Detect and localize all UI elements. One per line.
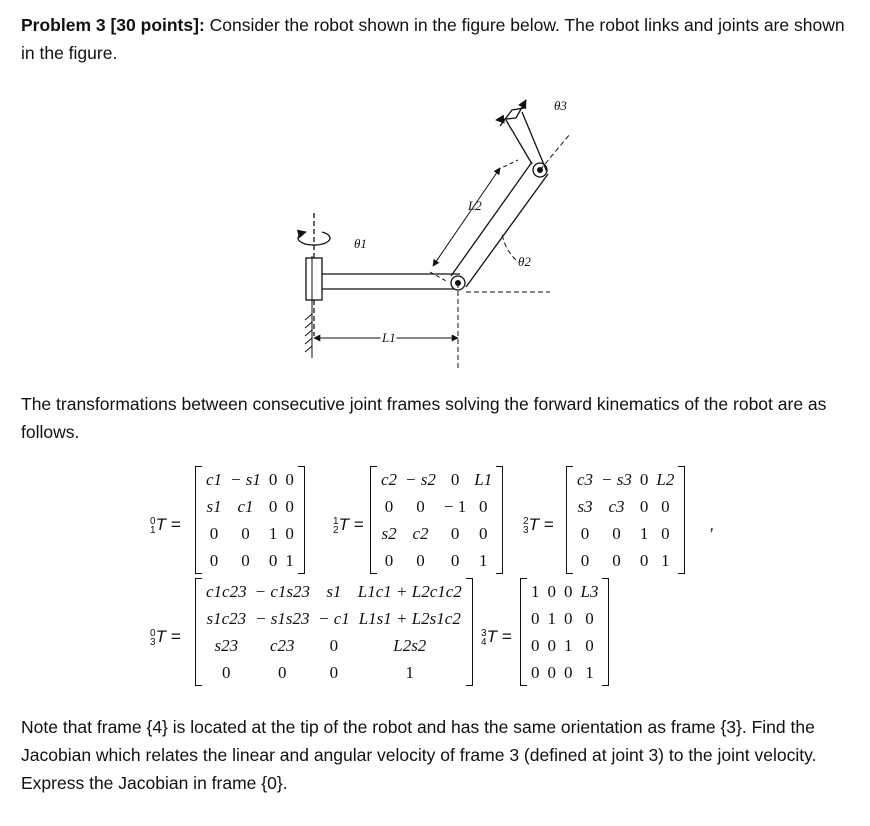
matrix-cell: L2 bbox=[656, 469, 675, 489]
matrix-cell: 0 bbox=[585, 608, 594, 628]
label-T12: 1 2T = bbox=[333, 515, 364, 536]
matrix-cell: c3 bbox=[608, 496, 625, 516]
matrix-cell: 0 bbox=[580, 550, 590, 570]
matrix-T03 bbox=[195, 578, 473, 686]
note-text: Note that frame {4} is located at the tip of the robot and has the same orientation as frame {3}. Find the Jacobian which relates the linear and angular velocity of frame 3 (defined at joint 3) to the joint velocity. Express the Jacobian in frame {0}. bbox=[21, 717, 817, 793]
matrix-cell: c2 bbox=[412, 523, 429, 543]
matrix-cell: − s1s23 bbox=[255, 608, 310, 628]
matrix-row bbox=[377, 466, 496, 493]
matrix-cell: c2 bbox=[381, 469, 398, 489]
matrix-row bbox=[202, 547, 298, 574]
matrix-cell: 0 bbox=[209, 523, 219, 543]
matrix-cell: 0 bbox=[531, 608, 540, 628]
matrix-cell: 0 bbox=[478, 523, 488, 543]
matrix-cell: 0 bbox=[564, 581, 573, 601]
bracket-right bbox=[466, 578, 473, 686]
matrix-row bbox=[573, 493, 678, 520]
matrix-row bbox=[573, 547, 678, 574]
matrix-row bbox=[202, 605, 466, 632]
matrix-cell: 0 bbox=[285, 496, 294, 516]
matrix-cell: 1 bbox=[547, 608, 556, 628]
matrix-cell: 0 bbox=[416, 550, 425, 570]
matrix-cell: 0 bbox=[478, 496, 488, 516]
matrix-cell: s1 bbox=[326, 581, 342, 601]
matrix-cell: s1 bbox=[206, 496, 222, 516]
link2 bbox=[451, 162, 548, 287]
label-T34: 3 4T = bbox=[481, 627, 512, 648]
matrix-cell: 0 bbox=[450, 550, 460, 570]
matrix-cell: 0 bbox=[564, 662, 573, 682]
bracket-right bbox=[298, 466, 305, 574]
label-T03: 0 3T = bbox=[150, 627, 181, 648]
matrix-cell: 0 bbox=[268, 496, 278, 516]
matrix-cell: L1s1 + L2s1c2 bbox=[358, 608, 461, 628]
matrix-row bbox=[202, 493, 298, 520]
matrix-cell: 1 bbox=[268, 523, 278, 543]
label-L2: L2 bbox=[468, 198, 482, 213]
matrix-cell: L3 bbox=[580, 581, 599, 601]
bracket-left bbox=[520, 578, 527, 686]
reference-lines bbox=[458, 98, 570, 368]
label-T01: 0 1T = bbox=[150, 515, 181, 536]
matrix-cell: 0 bbox=[639, 469, 649, 489]
matrix-cell: 0 bbox=[384, 496, 394, 516]
matrix-cell: c1 bbox=[237, 496, 254, 516]
matrix-cell: 1 bbox=[639, 523, 649, 543]
problem-intro: Consider the robot shown in the figure below. The robot links and joints are shown in the figure. bbox=[21, 15, 845, 63]
bracket-left bbox=[195, 466, 202, 574]
matrix-cell: 0 bbox=[450, 523, 460, 543]
matrix-cell: 0 bbox=[285, 523, 294, 543]
matrix-cell: − 1 bbox=[443, 496, 467, 516]
matrix-cell: 0 bbox=[639, 550, 649, 570]
matrix-row bbox=[527, 605, 602, 632]
matrix-cell: 0 bbox=[661, 523, 670, 543]
matrix-row bbox=[527, 578, 602, 605]
matrix-row bbox=[573, 520, 678, 547]
matrix-row bbox=[202, 466, 298, 493]
matrix-cell: c1c23 bbox=[206, 581, 247, 601]
robot-figure bbox=[270, 88, 570, 368]
matrix-cell: 0 bbox=[547, 662, 556, 682]
matrix-cell: c1 bbox=[206, 469, 223, 489]
matrix-cell: c23 bbox=[270, 635, 295, 655]
matrix-cell: 0 bbox=[329, 662, 339, 682]
matrix-cell: 0 bbox=[547, 635, 556, 655]
bracket-right bbox=[678, 466, 685, 574]
matrix-cell: 0 bbox=[585, 635, 594, 655]
matrix-row bbox=[527, 659, 602, 686]
matrix-cell: − c1s23 bbox=[254, 581, 310, 601]
matrix-cell: − c1 bbox=[317, 608, 350, 628]
matrix-cell: 0 bbox=[278, 662, 287, 682]
matrix-row bbox=[527, 632, 602, 659]
matrix-cell: 0 bbox=[209, 550, 219, 570]
matrix-cell: 0 bbox=[639, 496, 649, 516]
trailing-comma: , bbox=[710, 515, 715, 534]
matrix-cell: c3 bbox=[577, 469, 594, 489]
matrix-row bbox=[377, 493, 496, 520]
label-T23: 2 3T = bbox=[523, 515, 554, 536]
matrix-cell: 0 bbox=[564, 608, 573, 628]
matrix-T12 bbox=[370, 466, 503, 574]
bracket-left bbox=[370, 466, 377, 574]
matrix-cell: 0 bbox=[222, 662, 231, 682]
matrix-cell: L1 bbox=[474, 469, 493, 489]
matrix-row bbox=[202, 659, 466, 686]
label-theta1: θ1 bbox=[354, 236, 367, 251]
matrix-cell: − s1 bbox=[230, 469, 261, 489]
matrix-cell: 0 bbox=[531, 635, 540, 655]
matrix-cell: − s3 bbox=[601, 469, 632, 489]
bracket-right bbox=[602, 578, 609, 686]
matrix-cell: 0 bbox=[241, 550, 250, 570]
label-theta3: θ3 bbox=[554, 98, 567, 113]
problem-heading: Problem 3 [30 points]: bbox=[21, 15, 205, 35]
matrix-cell: 0 bbox=[285, 469, 294, 489]
bracket-left bbox=[566, 466, 573, 574]
axis-arrow-joint3 bbox=[496, 100, 526, 120]
matrix-cell: L1c1 + L2c1c2 bbox=[357, 581, 462, 601]
matrix-cell: 1 bbox=[531, 581, 540, 601]
matrix-cell: 1 bbox=[661, 550, 670, 570]
bracket-right bbox=[496, 466, 503, 574]
matrix-row bbox=[377, 520, 496, 547]
link1 bbox=[322, 274, 460, 289]
label-L1: L1 bbox=[382, 330, 396, 345]
matrix-cell: 0 bbox=[241, 523, 250, 543]
matrix-T01 bbox=[195, 466, 305, 574]
matrix-cell: − s2 bbox=[405, 469, 436, 489]
matrix-cell: 0 bbox=[612, 550, 621, 570]
transform-text: The transformations between consecutive joint frames solving the forward kinematics of the robot are as follows. bbox=[21, 394, 827, 442]
matrix-cell: 1 bbox=[478, 550, 488, 570]
matrix-row bbox=[202, 520, 298, 547]
matrix-cell: s2 bbox=[381, 523, 397, 543]
matrix-cell: 0 bbox=[268, 469, 278, 489]
matrix-T34 bbox=[520, 578, 609, 686]
dimension-L2 bbox=[430, 160, 518, 282]
matrix-cell: 0 bbox=[612, 523, 621, 543]
problem-statement bbox=[21, 11, 851, 67]
matrix-row bbox=[573, 466, 678, 493]
matrix-T23 bbox=[566, 466, 685, 574]
matrix-cell: 1 bbox=[564, 635, 573, 655]
matrix-cell: 0 bbox=[450, 469, 460, 489]
matrix-row bbox=[377, 547, 496, 574]
matrix-cell: 0 bbox=[329, 635, 339, 655]
matrix-cell: s3 bbox=[577, 496, 593, 516]
matrix-row bbox=[202, 632, 466, 659]
matrix-cell: 0 bbox=[661, 496, 670, 516]
matrix-cell: 1 bbox=[585, 662, 594, 682]
matrix-cell: 0 bbox=[268, 550, 278, 570]
matrix-row bbox=[202, 578, 466, 605]
matrix-cell: 1 bbox=[285, 550, 294, 570]
matrix-cell: 0 bbox=[384, 550, 394, 570]
matrix-cell: s23 bbox=[214, 635, 239, 655]
bracket-left bbox=[195, 578, 202, 686]
matrix-cell: 1 bbox=[405, 662, 415, 682]
matrix-cell: L2s2 bbox=[393, 635, 427, 655]
matrix-cell: 0 bbox=[416, 496, 425, 516]
matrix-cell: s1c23 bbox=[206, 608, 247, 628]
matrix-cell: 0 bbox=[531, 662, 540, 682]
label-theta2: θ2 bbox=[518, 254, 531, 269]
matrix-cell: 0 bbox=[547, 581, 556, 601]
matrix-cell: 0 bbox=[580, 523, 590, 543]
